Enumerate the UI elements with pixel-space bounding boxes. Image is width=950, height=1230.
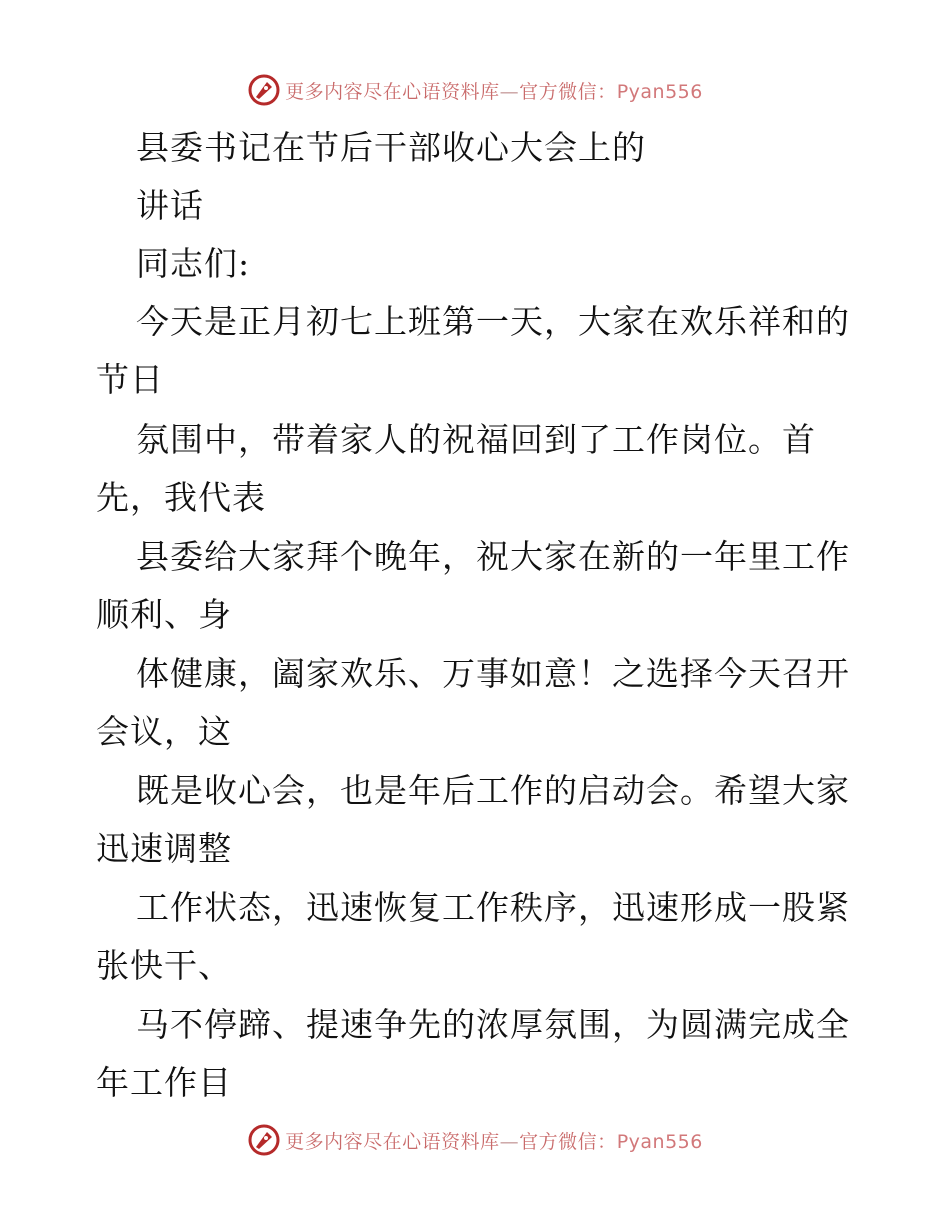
doc-paragraph-line: 迅速调整 (96, 829, 232, 868)
doc-paragraph-line: 工作状态，迅速恢复工作秩序，迅速形成一股紧 (136, 888, 850, 927)
doc-salutation: 同志们: (136, 244, 251, 283)
doc-paragraph-line: 马不停蹄、提速争先的浓厚氛围，为圆满完成全 (136, 1005, 850, 1044)
banner-text: 更多内容尽在心语资料库—官方微信：Pyan556 (285, 1130, 703, 1153)
doc-paragraph-line: 顺利、身 (96, 595, 232, 634)
doc-title-line: 讲话 (136, 186, 204, 225)
doc-paragraph-line: 氛围中，带着家人的祝福回到了工作岗位。首 (136, 420, 816, 459)
banner-text: 更多内容尽在心语资料库—官方微信：Pyan556 (285, 80, 703, 103)
doc-paragraph-line: 节日 (96, 360, 164, 399)
pen-nib-circle-icon (247, 1123, 281, 1157)
doc-paragraph-line: 先，我代表 (96, 478, 266, 517)
doc-paragraph-line: 张快干、 (96, 946, 232, 985)
footer-banner (0, 1120, 950, 1160)
doc-paragraph-line: 既是收心会，也是年后工作的启动会。希望大家 (136, 771, 850, 810)
doc-paragraph-line: 会议，这 (96, 712, 232, 751)
doc-paragraph-line: 县委给大家拜个晚年，祝大家在新的一年里工作 (136, 537, 850, 576)
doc-paragraph-line: 今天是正月初七上班第一天，大家在欢乐祥和的 (136, 302, 850, 341)
doc-title-line: 县委书记在节后干部收心大会上的 (136, 128, 646, 167)
doc-paragraph-line: 体健康，阖家欢乐、万事如意！之选择今天召开 (136, 654, 850, 693)
doc-paragraph-line: 年工作目 (96, 1063, 232, 1102)
